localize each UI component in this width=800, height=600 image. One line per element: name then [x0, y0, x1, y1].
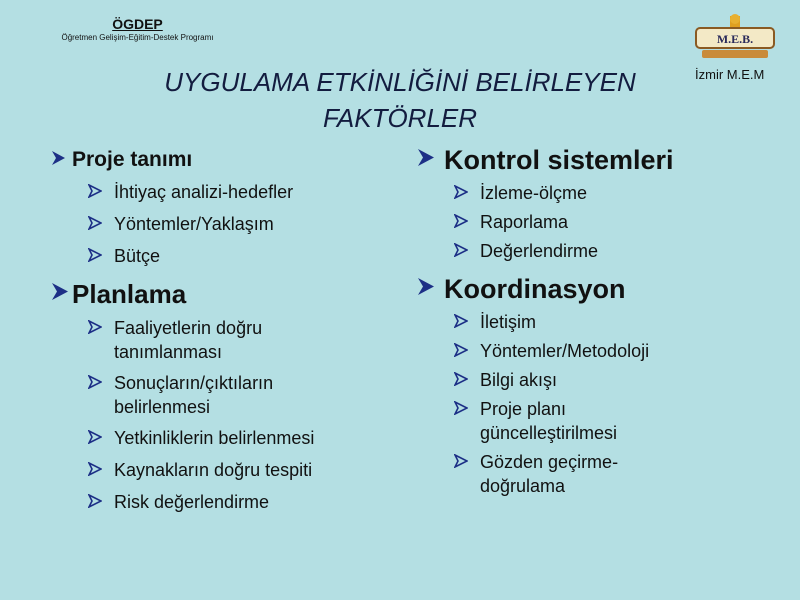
section-planlama — [50, 278, 400, 310]
arrow-bullet-icon — [454, 372, 480, 386]
list-item: İhtiyaç analizi-hedefler — [88, 180, 400, 204]
program-subtitle: Öğretmen Gelişim-Eğitim-Destek Programı — [61, 33, 214, 42]
list-item: Yöntemler/Metodoloji — [454, 339, 776, 363]
list-item: Sonuçların/çıktıların belirlenmesi — [88, 371, 400, 419]
program-acronym: ÖGDEP — [112, 16, 163, 32]
arrow-bullet-icon — [454, 243, 480, 257]
list-item: Faaliyetlerin doğru tanımlanması — [88, 316, 400, 364]
chevron-bullet-icon — [416, 277, 444, 296]
list-item: İzleme-ölçme — [454, 181, 776, 205]
section-kontrol-sistemleri — [416, 144, 776, 176]
arrow-bullet-icon — [454, 214, 480, 228]
city-label: İzmir M.E.M — [695, 67, 765, 82]
arrow-bullet-icon — [88, 462, 114, 476]
meb-logo-text: M.E.B. — [716, 32, 754, 46]
arrow-bullet-icon — [88, 494, 114, 508]
arrow-bullet-icon — [88, 184, 114, 198]
chevron-bullet-icon — [416, 148, 444, 167]
list-item: Değerlendirme — [454, 239, 776, 263]
right-column — [416, 144, 776, 498]
left-column — [50, 146, 400, 514]
section-proje-tanimi — [50, 146, 400, 174]
arrow-bullet-icon — [454, 185, 480, 199]
arrow-bullet-icon — [454, 343, 480, 357]
list-item: Proje planı güncelleştirilmesi — [454, 397, 776, 445]
section-title: Planlama — [72, 279, 187, 309]
arrow-bullet-icon — [454, 454, 480, 468]
chevron-bullet-icon — [50, 150, 72, 166]
arrow-bullet-icon — [88, 320, 114, 334]
section-title: Proje tanımı — [72, 148, 193, 171]
arrow-bullet-icon — [454, 314, 480, 328]
list-item: Yetkinliklerin belirlenmesi — [88, 426, 400, 450]
arrow-bullet-icon — [454, 401, 480, 415]
section-title: Koordinasyon — [444, 274, 626, 304]
arrow-bullet-icon — [88, 216, 114, 230]
program-header — [40, 16, 235, 44]
list-item: Raporlama — [454, 210, 776, 234]
list-item: Kaynakların doğru tespiti — [88, 458, 400, 482]
meb-logo — [694, 14, 776, 60]
list-item: İletişim — [454, 310, 776, 334]
chevron-bullet-icon — [50, 282, 72, 301]
section-title: Kontrol sistemleri — [444, 145, 674, 175]
list-item: Yöntemler/Yaklaşım — [88, 212, 400, 236]
section-koordinasyon — [416, 273, 776, 305]
slide-title — [105, 64, 695, 136]
slide-title-line1: UYGULAMA ETKİNLİĞİNİ BELİRLEYEN — [164, 67, 636, 97]
list-item: Bilgi akışı — [454, 368, 776, 392]
list-item: Risk değerlendirme — [88, 490, 400, 514]
list-item: Bütçe — [88, 244, 400, 268]
arrow-bullet-icon — [88, 430, 114, 444]
arrow-bullet-icon — [88, 375, 114, 389]
list-item: Gözden geçirme-doğrulama — [454, 450, 776, 498]
arrow-bullet-icon — [88, 248, 114, 262]
slide-title-line2: FAKTÖRLER — [322, 103, 478, 133]
